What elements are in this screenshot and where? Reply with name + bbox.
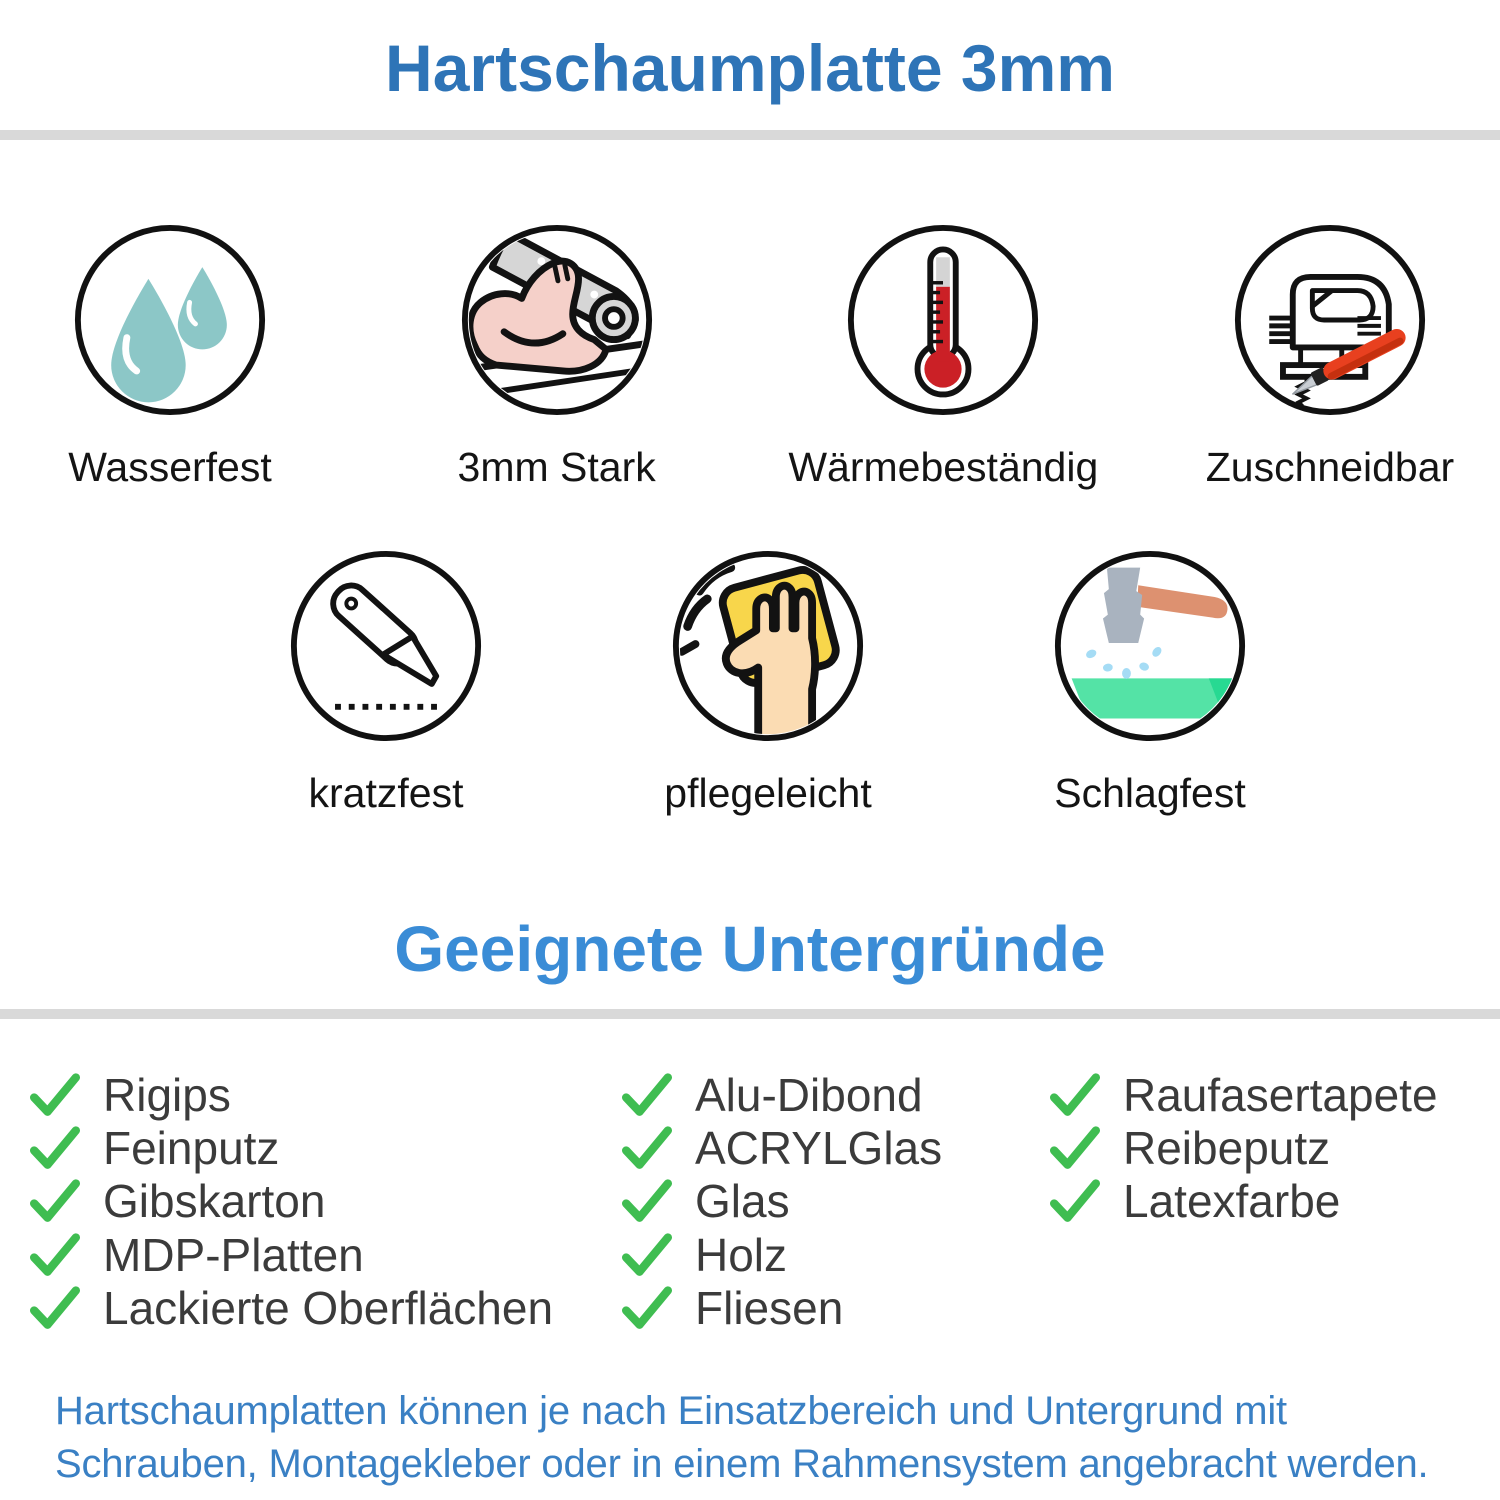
list-item-label: Rigips (103, 1068, 231, 1121)
feature-3mm-stark (423, 222, 691, 491)
check-icon (30, 1179, 80, 1223)
feature-label: Zuschneidbar (1205, 444, 1455, 490)
check-icon (30, 1286, 80, 1330)
features-row-1 (0, 222, 1500, 491)
section-title-untergruende: Geeignete Untergründe (394, 913, 1106, 985)
feature-kratzfest (252, 548, 520, 817)
feature-schlagfest (1016, 548, 1284, 817)
feature-label: 3mm Stark (457, 444, 656, 490)
wiping-hand-icon (670, 548, 866, 744)
check-icon (622, 1179, 672, 1223)
list-item-label: Feinputz (103, 1122, 280, 1175)
list-item-label: Alu-Dibond (695, 1068, 923, 1121)
list-item-label: Raufasertapete (1123, 1068, 1438, 1121)
list-item-label: Gibskarton (103, 1175, 326, 1228)
feature-waermebestaendig (788, 222, 1099, 491)
divider-bar-top (0, 130, 1500, 140)
mounting-note (55, 1385, 1428, 1491)
list-item-label: Reibeputz (1123, 1122, 1331, 1175)
list-item (30, 1068, 622, 1121)
feature-label: pflegeleicht (664, 770, 872, 816)
muscle-arm-icon (459, 222, 655, 418)
feature-label: Schlagfest (1054, 770, 1246, 816)
list-item (30, 1228, 622, 1281)
list-item (622, 1175, 1050, 1228)
mounting-note-line-1: Hartschaumplatten können je nach Einsatzbereich und Untergrund mit (55, 1389, 1287, 1433)
utility-knife-icon (288, 548, 484, 744)
list-item (622, 1068, 1050, 1121)
substrates-column-1 (30, 1068, 622, 1335)
list-item-label: ACRYLGlas (695, 1122, 943, 1175)
list-item (30, 1282, 622, 1335)
check-icon (30, 1073, 80, 1117)
thermometer-icon (845, 222, 1041, 418)
feature-wasserfest (36, 222, 304, 491)
check-icon (30, 1126, 80, 1170)
feature-pflegeleicht (634, 548, 902, 817)
list-item-label: Lackierte Oberflächen (103, 1282, 554, 1335)
substrates-column-2 (622, 1068, 1050, 1335)
list-item (622, 1228, 1050, 1281)
page-title: Hartschaumplatte 3mm (385, 31, 1115, 105)
hammer-impact-icon (1052, 548, 1248, 744)
feature-label: kratzfest (308, 770, 464, 816)
list-item (30, 1121, 622, 1174)
check-icon (622, 1073, 672, 1117)
list-item-label: Holz (695, 1228, 788, 1281)
list-item-label: Glas (695, 1175, 790, 1228)
water-drops-icon (72, 222, 268, 418)
list-item-label: MDP-Platten (103, 1228, 364, 1281)
feature-zuschneidbar (1196, 222, 1464, 491)
list-item-label: Fliesen (695, 1282, 844, 1335)
divider-bar-middle (0, 1009, 1500, 1019)
list-item-label: Latexfarbe (1123, 1175, 1341, 1228)
check-icon (622, 1286, 672, 1330)
jigsaw-cutter-icon (1232, 222, 1428, 418)
check-icon (622, 1126, 672, 1170)
check-icon (30, 1233, 80, 1277)
list-item (622, 1121, 1050, 1174)
feature-label: Wasserfest (68, 444, 272, 490)
list-item (1050, 1068, 1438, 1121)
list-item (1050, 1175, 1438, 1228)
check-icon (1050, 1073, 1100, 1117)
list-item (1050, 1121, 1438, 1174)
substrates-lists (30, 1068, 1438, 1335)
check-icon (1050, 1179, 1100, 1223)
list-item (622, 1282, 1050, 1335)
mounting-note-line-2: Schrauben, Montagekleber oder in einem Rahmensystem angebracht werden. (55, 1442, 1429, 1486)
check-icon (622, 1233, 672, 1277)
features-row-2 (0, 548, 1500, 817)
list-item (30, 1175, 622, 1228)
substrates-column-3 (1050, 1068, 1438, 1335)
check-icon (1050, 1126, 1100, 1170)
feature-label: Wärmebeständig (788, 444, 1099, 490)
